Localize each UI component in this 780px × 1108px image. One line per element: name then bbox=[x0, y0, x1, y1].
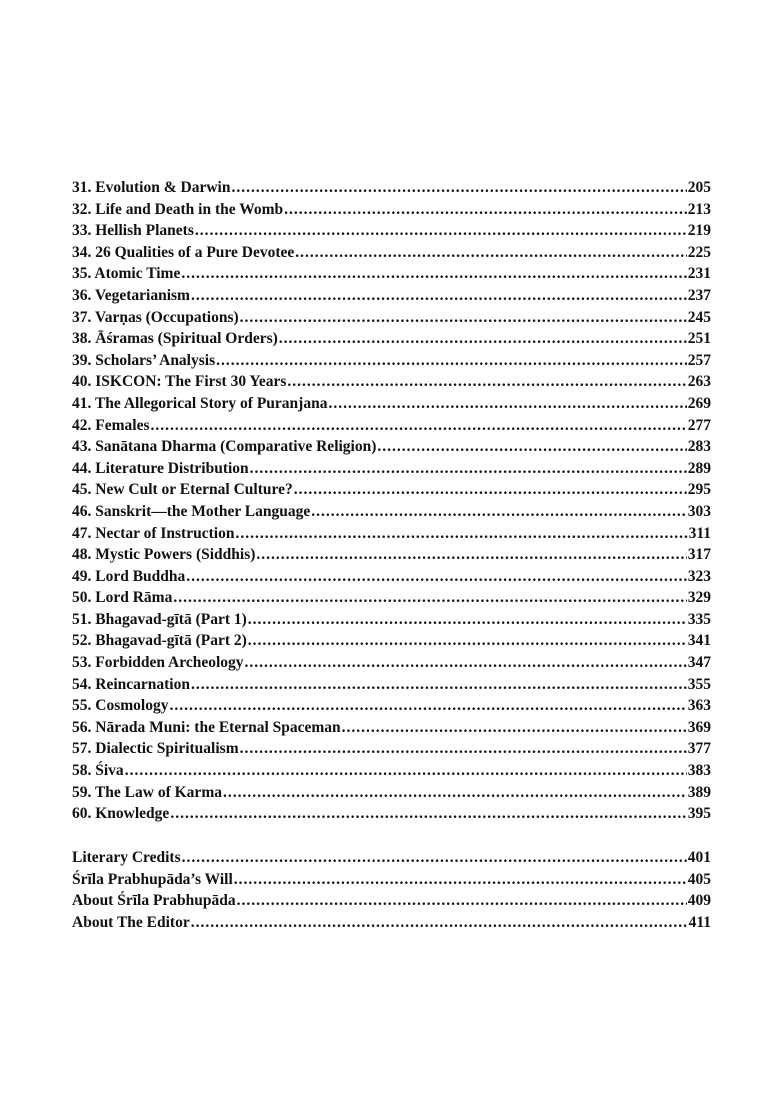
toc-entry-page: 231 bbox=[687, 265, 711, 283]
dot-leader bbox=[287, 371, 686, 393]
toc-entry-page: 317 bbox=[687, 546, 711, 564]
toc-entry[interactable] bbox=[72, 479, 711, 501]
dot-leader bbox=[284, 199, 687, 221]
toc-entry[interactable] bbox=[72, 371, 711, 393]
toc-entry-title: 43. Sanātana Dharma (Comparative Religion) bbox=[72, 438, 377, 456]
toc-entry-page: 347 bbox=[687, 654, 711, 672]
toc-entry-title: 59. The Law of Karma bbox=[72, 783, 222, 801]
toc-entry[interactable] bbox=[72, 220, 711, 242]
dot-leader bbox=[223, 782, 687, 804]
dot-leader bbox=[235, 523, 687, 545]
toc-entry[interactable] bbox=[72, 199, 711, 221]
dot-leader bbox=[240, 738, 687, 760]
toc-entry-title: 47. Nectar of Instruction bbox=[72, 524, 235, 542]
toc-entry[interactable] bbox=[72, 458, 711, 480]
toc-entry-page: 363 bbox=[687, 697, 711, 715]
toc-entry-page: 205 bbox=[687, 179, 711, 196]
dot-leader bbox=[234, 869, 687, 891]
chapter-list bbox=[72, 177, 711, 825]
toc-entry-page: 341 bbox=[687, 632, 711, 650]
toc-entry-page: 303 bbox=[687, 502, 711, 520]
toc-entry-page: 251 bbox=[687, 330, 711, 348]
dot-leader bbox=[248, 609, 687, 631]
toc-entry[interactable] bbox=[72, 544, 711, 566]
toc-entry-page: 289 bbox=[687, 459, 711, 477]
dot-leader bbox=[248, 630, 687, 652]
toc-entry-title: 53. Forbidden Archeology bbox=[72, 654, 244, 672]
toc-entry-title: 52. Bhagavad-gītā (Part 2) bbox=[72, 632, 247, 650]
toc-entry-title: 33. Hellish Planets bbox=[72, 222, 194, 240]
toc-entry[interactable] bbox=[72, 436, 711, 458]
toc-entry[interactable] bbox=[72, 890, 711, 912]
toc-entry-page: 369 bbox=[687, 718, 711, 736]
toc-entry-title: 31. Evolution & Darwin bbox=[72, 179, 231, 196]
toc-entry-title: 45. New Cult or Eternal Culture? bbox=[72, 481, 293, 499]
toc-entry-page: 329 bbox=[687, 589, 711, 607]
toc-entry-title: 32. Life and Death in the Womb bbox=[72, 200, 284, 218]
toc-entry-title: 60. Knowledge bbox=[72, 805, 170, 823]
dot-leader bbox=[245, 652, 687, 674]
dot-leader bbox=[150, 415, 686, 437]
toc-entry-page: 263 bbox=[687, 373, 711, 391]
back-matter-list bbox=[72, 847, 711, 933]
toc-entry[interactable] bbox=[72, 350, 711, 372]
toc-entry-title: 42. Females bbox=[72, 416, 150, 434]
toc-entry[interactable] bbox=[72, 177, 711, 199]
toc-entry-page: 409 bbox=[687, 892, 711, 910]
toc-entry-title: 36. Vegetarianism bbox=[72, 286, 190, 304]
toc-entry-title: 41. The Allegorical Story of Puranjana bbox=[72, 394, 328, 412]
toc-entry-page: 295 bbox=[687, 481, 711, 499]
toc-entry[interactable] bbox=[72, 566, 711, 588]
toc-entry[interactable] bbox=[72, 609, 711, 631]
toc-entry-title: 40. ISKCON: The First 30 Years bbox=[72, 373, 287, 391]
toc-entry-page: 383 bbox=[687, 762, 711, 780]
toc-entry-page: 401 bbox=[687, 849, 711, 866]
toc-entry-title: 48. Mystic Powers (Siddhis) bbox=[72, 546, 256, 564]
toc-entry[interactable] bbox=[72, 760, 711, 782]
toc-entry[interactable] bbox=[72, 738, 711, 760]
dot-leader bbox=[182, 847, 687, 869]
dot-leader bbox=[240, 307, 687, 329]
toc-entry-page: 323 bbox=[687, 567, 711, 585]
toc-entry[interactable] bbox=[72, 847, 711, 869]
toc-entry-page: 269 bbox=[687, 394, 711, 412]
toc-entry-page: 335 bbox=[687, 610, 711, 628]
dot-leader bbox=[295, 242, 686, 264]
toc-entry-page: 283 bbox=[687, 438, 711, 456]
toc-entry-page: 395 bbox=[687, 805, 711, 823]
toc-entry-title: 38. Āśramas (Spiritual Orders) bbox=[72, 330, 278, 348]
toc-entry-title: 51. Bhagavad-gītā (Part 1) bbox=[72, 610, 247, 628]
dot-leader bbox=[294, 479, 687, 501]
toc-entry[interactable] bbox=[72, 523, 711, 545]
toc-entry-title: 56. Nārada Muni: the Eternal Spaceman bbox=[72, 718, 341, 736]
toc-entry-title: 46. Sanskrit—the Mother Language bbox=[72, 502, 311, 520]
toc-entry[interactable] bbox=[72, 242, 711, 264]
toc-entry[interactable] bbox=[72, 393, 711, 415]
toc-entry-title: Śrīla Prabhupāda’s Will bbox=[72, 870, 233, 888]
dot-leader bbox=[311, 501, 686, 523]
dot-leader bbox=[186, 566, 686, 588]
toc-entry-page: 389 bbox=[687, 783, 711, 801]
toc-entry-page: 213 bbox=[687, 200, 711, 218]
dot-leader bbox=[256, 544, 686, 566]
dot-leader bbox=[216, 350, 687, 372]
dot-leader bbox=[181, 263, 686, 285]
dot-leader bbox=[169, 695, 686, 717]
toc-entry[interactable] bbox=[72, 869, 711, 891]
toc-entry[interactable] bbox=[72, 307, 711, 329]
toc-entry-title: 58. Śiva bbox=[72, 762, 124, 780]
toc-entry-title: 55. Cosmology bbox=[72, 697, 169, 715]
dot-leader bbox=[191, 912, 688, 934]
toc-entry-title: About Śrīla Prabhupāda bbox=[72, 892, 236, 910]
toc-entry[interactable] bbox=[72, 782, 711, 804]
toc-entry-page: 237 bbox=[687, 286, 711, 304]
toc-entry[interactable] bbox=[72, 912, 711, 934]
toc-entry-title: 57. Dialectic Spiritualism bbox=[72, 740, 239, 758]
toc-entry-page: 219 bbox=[687, 222, 711, 240]
toc-entry[interactable] bbox=[72, 630, 711, 652]
toc-entry[interactable] bbox=[72, 328, 711, 350]
toc-entry[interactable] bbox=[72, 717, 711, 739]
dot-leader bbox=[279, 328, 687, 350]
toc-entry-page: 257 bbox=[687, 351, 711, 369]
toc-entry-page: 411 bbox=[688, 913, 711, 931]
dot-leader bbox=[250, 458, 687, 480]
toc-entry-page: 311 bbox=[688, 524, 711, 542]
dot-leader bbox=[191, 674, 687, 696]
toc-entry-title: 37. Varṇas (Occupations) bbox=[72, 308, 239, 326]
dot-leader bbox=[191, 285, 687, 307]
dot-leader bbox=[237, 890, 687, 912]
dot-leader bbox=[125, 760, 687, 782]
toc-entry-title: 54. Reincarnation bbox=[72, 675, 190, 693]
toc-entry-title: 39. Scholars’ Analysis bbox=[72, 351, 216, 369]
toc-entry-title: Literary Credits bbox=[72, 849, 181, 866]
toc-entry-page: 355 bbox=[687, 675, 711, 693]
toc-entry-title: 35. Atomic Time bbox=[72, 265, 181, 283]
toc-entry-page: 377 bbox=[687, 740, 711, 758]
dot-leader bbox=[231, 177, 686, 199]
toc-entry-title: About The Editor bbox=[72, 913, 190, 931]
toc-entry-title: 44. Literature Distribution bbox=[72, 459, 249, 477]
toc-entry-title: 49. Lord Buddha bbox=[72, 567, 186, 585]
toc-entry[interactable] bbox=[72, 695, 711, 717]
toc-entry[interactable] bbox=[72, 501, 711, 523]
toc-entry[interactable] bbox=[72, 587, 711, 609]
dot-leader bbox=[195, 220, 687, 242]
toc-entry-page: 405 bbox=[687, 870, 711, 888]
toc-entry[interactable] bbox=[72, 803, 711, 825]
toc-entry-page: 277 bbox=[687, 416, 711, 434]
dot-leader bbox=[328, 393, 686, 415]
toc-entry[interactable] bbox=[72, 263, 711, 285]
toc-entry[interactable] bbox=[72, 674, 711, 696]
dot-leader bbox=[377, 436, 686, 458]
toc-entry-title: 34. 26 Qualities of a Pure Devotee bbox=[72, 243, 295, 261]
toc-entry-page: 245 bbox=[687, 308, 711, 326]
dot-leader bbox=[173, 587, 686, 609]
toc-entry-title: 50. Lord Rāma bbox=[72, 589, 173, 607]
toc-entry-page: 225 bbox=[687, 243, 711, 261]
toc-entry[interactable] bbox=[72, 285, 711, 307]
dot-leader bbox=[342, 717, 687, 739]
toc-entry[interactable] bbox=[72, 415, 711, 437]
toc-entry[interactable] bbox=[72, 652, 711, 674]
dot-leader bbox=[170, 803, 686, 825]
